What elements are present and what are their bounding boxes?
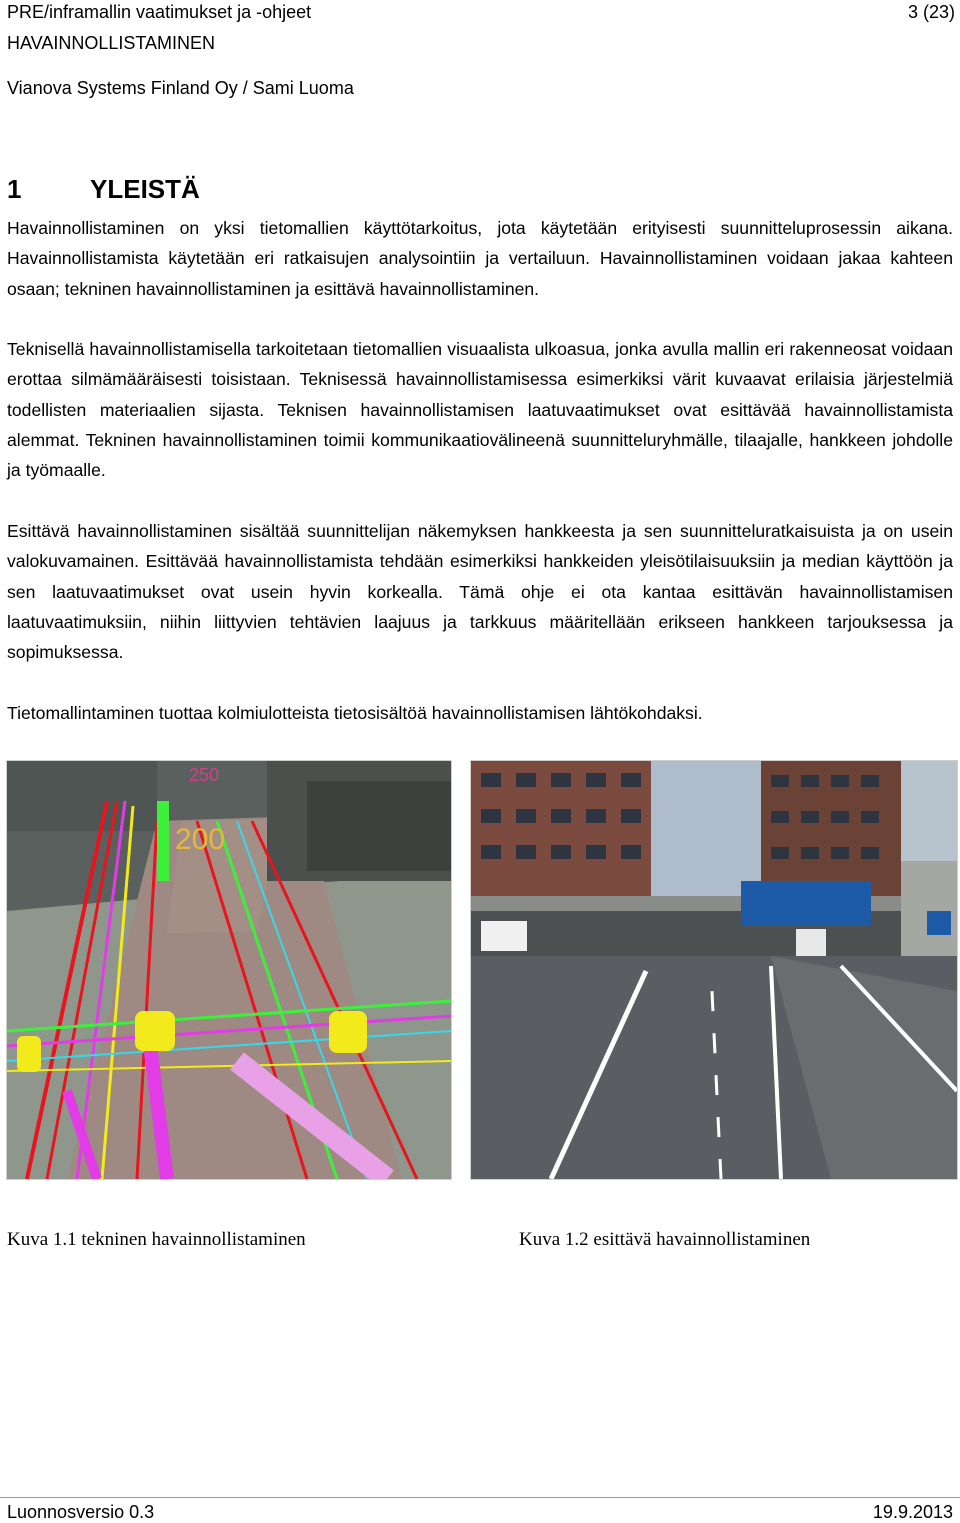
presentational-visualization-image	[470, 760, 958, 1180]
footer-version: Luonnosversio 0.3	[7, 1502, 155, 1522]
footer-rule	[0, 1497, 960, 1498]
technical-visualization-image	[6, 760, 452, 1180]
chapter-heading	[7, 173, 200, 205]
paragraph-2: Teknisellä havainnollistamisella tarkoitetaan tietomallien visuaalista ulkoasua, jonka avulla mallin eri rakenneosat voidaan erottaa silmämääräisesti toisistaan. Teknisessä havainnollistamisessa esimerkiksi värit kuvaavat erilaisia järjestelmiä todellisten materiaalien sijasta. Teknisen havainnollistamisen laatuvaatimukset ovat esittävää havainnollistamista alemmat. Tekninen havainnollistaminen toimii kommunikaatiovälineenä suunnitteluryhmälle, tilaajalle, hankkeen johdolle ja työmaalle.	[7, 339, 953, 481]
figure-1-1-caption: Kuva 1.1 tekninen havainnollistaminen	[7, 1229, 306, 1250]
author: Vianova Systems Finland Oy / Sami Luoma	[7, 78, 354, 98]
chapter-number: 1	[7, 174, 22, 204]
station-label-200: 200	[175, 823, 226, 856]
paragraph-4: Tietomallintaminen tuottaa kolmiulotteista tietosisältöä havainnollistamisen lähtökohdaksi.	[7, 703, 703, 723]
station-label-250: 250	[189, 765, 220, 785]
page-number: 3 (23)	[907, 2, 955, 22]
footer-date: 19.9.2013	[872, 1502, 953, 1522]
chapter-title: YLEISTÄ	[90, 174, 200, 204]
paragraph-3: Esittävä havainnollistaminen sisältää suunnittelijan näkemyksen hankkeesta ja sen suunnitteluratkaisuista ja on usein valokuvamainen. Esittävää havainnollistamista tehdään esimerkiksi hankkeiden yleisötilaisuuksiin ja median käyttöön ja sen laatuvaatimukset ovat usein hyvin korkealla. Tämä ohje ei ota kantaa esittävän havainnollistamisen laatuvaatimuksiin, niihin liittyvien tehtävien laajuus ja tarkkuus määritellään erikseen hankkeen tarjouksessa ja sopimuksessa.	[7, 521, 953, 663]
doc-title: PRE/inframallin vaatimukset ja -ohjeet	[7, 2, 312, 22]
technical-visualization-drawing	[7, 761, 451, 1179]
section-title: HAVAINNOLLISTAMINEN	[7, 33, 216, 53]
figure-1-2-caption: Kuva 1.2 esittävä havainnollistaminen	[519, 1229, 811, 1250]
paragraph-1: Havainnollistaminen on yksi tietomallien käyttötarkoitus, jota käytetään erityisesti suunnitteluprosessin aikana. Havainnollistamista käytetään eri ratkaisujen analysointiin ja vertailuun. Havainnollistaminen voidaan jakaa kahteen osaan; tekninen havainnollistaminen ja esittävä havainnollistaminen.	[7, 218, 953, 299]
presentational-visualization-drawing	[471, 761, 957, 1179]
